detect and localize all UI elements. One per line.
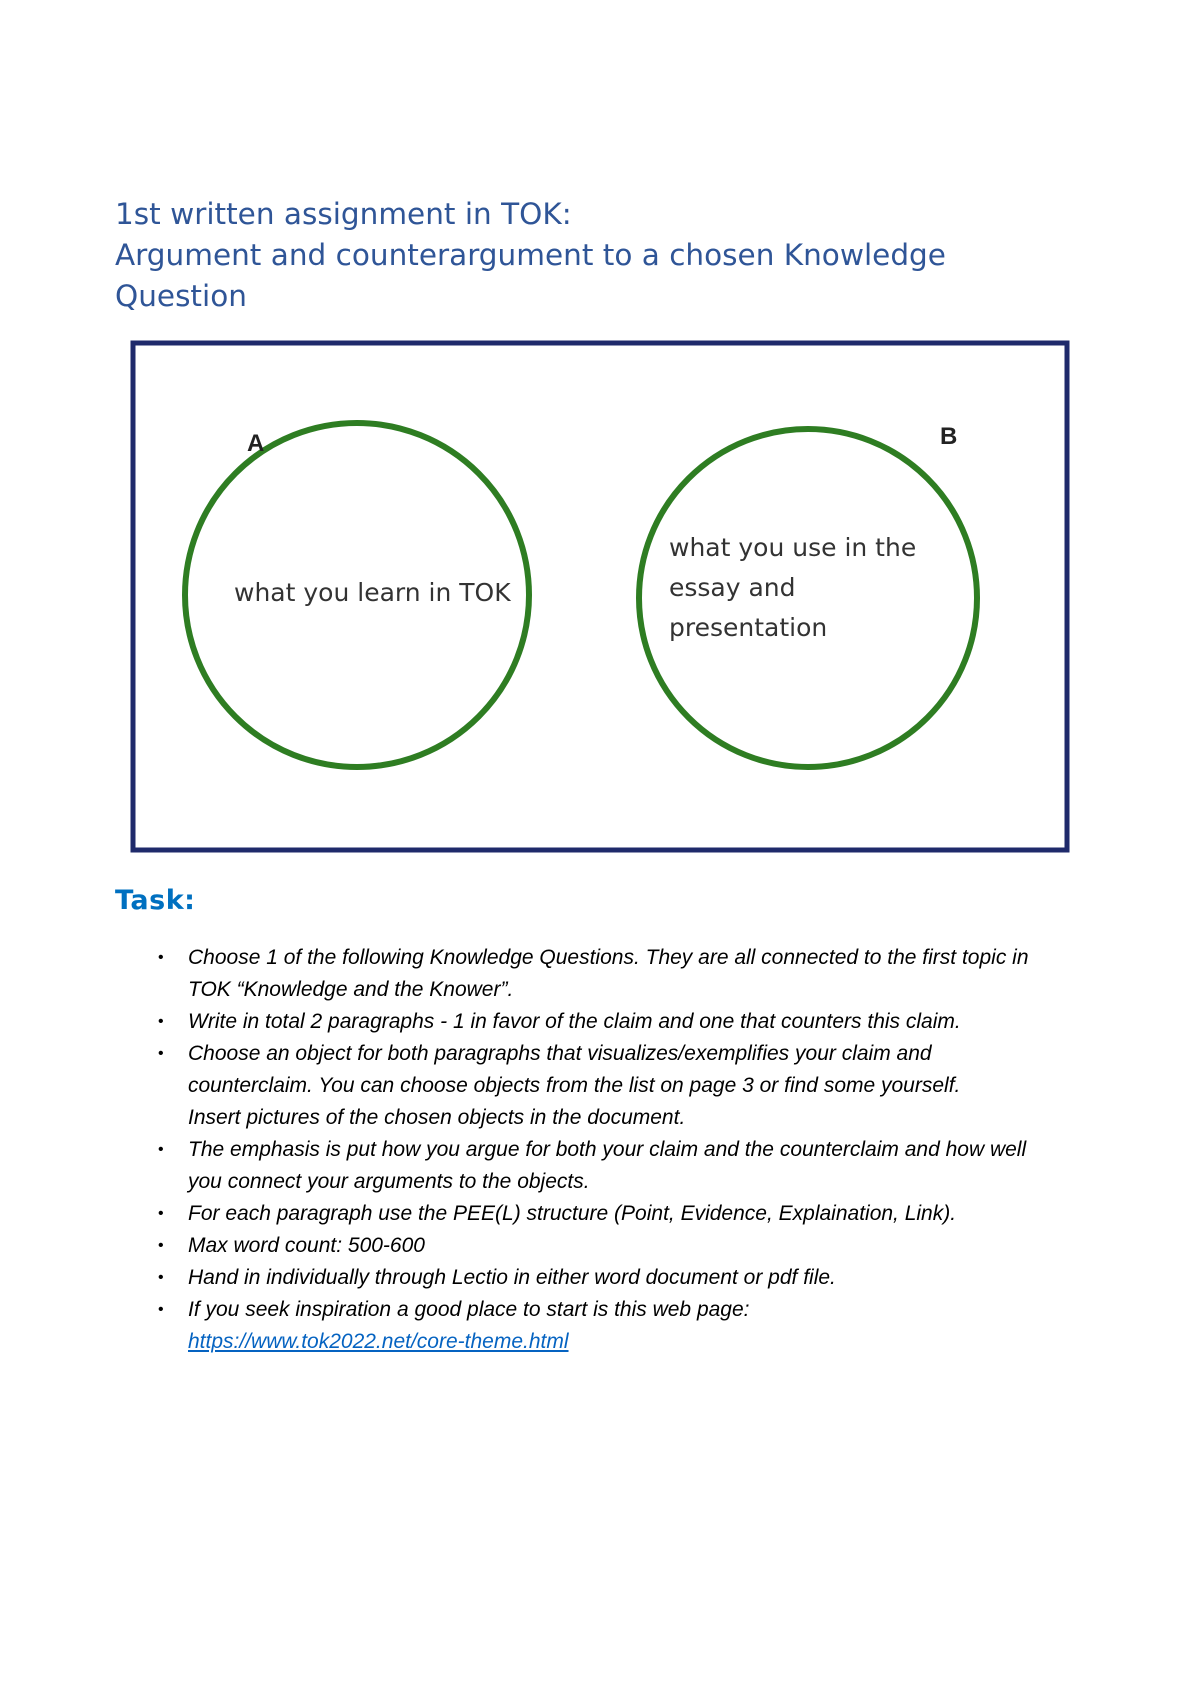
- list-item: [158, 1038, 1088, 1134]
- list-item: [158, 1262, 1088, 1294]
- link-line: [188, 1326, 1088, 1358]
- venn-figure: [130, 340, 1070, 855]
- label-a: A: [247, 430, 265, 457]
- list-item-line: Write in total 2 paragraphs - 1 in favor of the claim and one that counters this claim.: [188, 1010, 961, 1033]
- circle-b-text-line-2: essay and: [669, 573, 796, 602]
- bullet-icon: •: [158, 1141, 164, 1158]
- list-item: [158, 1134, 1088, 1198]
- bullet-icon: •: [158, 1045, 164, 1062]
- title-line-2: Argument and counterargument to a chosen Knowledge: [115, 238, 946, 272]
- list-item-line: Max word count: 500-600: [188, 1234, 425, 1257]
- circle-b-text-line-1: what you use in the: [669, 533, 917, 562]
- label-b: B: [940, 423, 958, 450]
- list-item-line: The emphasis is put how you argue for both your claim and the counterclaim and how well: [188, 1138, 1027, 1161]
- circle-b-text-line-3: presentation: [669, 613, 828, 642]
- venn-diagram: [130, 340, 1070, 855]
- list-item-line: Choose 1 of the following Knowledge Questions. They are all connected to the first topic in: [188, 946, 1029, 969]
- list-item-line: If you seek inspiration a good place to start is this web page:: [188, 1298, 750, 1321]
- bullet-icon: •: [158, 1237, 164, 1254]
- bullet-icon: •: [158, 1205, 164, 1222]
- tok2022-link[interactable]: https://www.tok2022.net/core-theme.html: [188, 1330, 569, 1353]
- task-list: [158, 942, 1088, 1358]
- list-item: [158, 1198, 1088, 1230]
- bullet-icon: •: [158, 1301, 164, 1318]
- bullet-icon: •: [158, 949, 164, 966]
- list-item: [158, 1230, 1088, 1262]
- list-item-line: For each paragraph use the PEE(L) structure (Point, Evidence, Explaination, Link).: [188, 1202, 957, 1225]
- list-item: [158, 1294, 1088, 1358]
- task-heading: Task:: [115, 885, 196, 916]
- list-item: [158, 942, 1088, 1006]
- list-item-line: counterclaim. You can choose objects from the list on page 3 or find some yourself.: [188, 1074, 961, 1097]
- list-item-line: TOK “Knowledge and the Knower”.: [188, 978, 514, 1001]
- document-title: [115, 194, 1115, 317]
- bullet-icon: •: [158, 1013, 164, 1030]
- list-item-line: Choose an object for both paragraphs that visualizes/exemplifies your claim and: [188, 1042, 932, 1065]
- list-item: [158, 1006, 1088, 1038]
- list-item-line: Insert pictures of the chosen objects in the document.: [188, 1106, 686, 1129]
- list-item-line: you connect your arguments to the objects.: [188, 1170, 590, 1193]
- title-line-1: 1st written assignment in TOK:: [115, 197, 572, 231]
- title-line-3: Question: [115, 279, 247, 313]
- list-item-line: Hand in individually through Lectio in either word document or pdf file.: [188, 1266, 836, 1289]
- bullet-icon: •: [158, 1269, 164, 1286]
- circle-a-text: what you learn in TOK: [234, 578, 511, 607]
